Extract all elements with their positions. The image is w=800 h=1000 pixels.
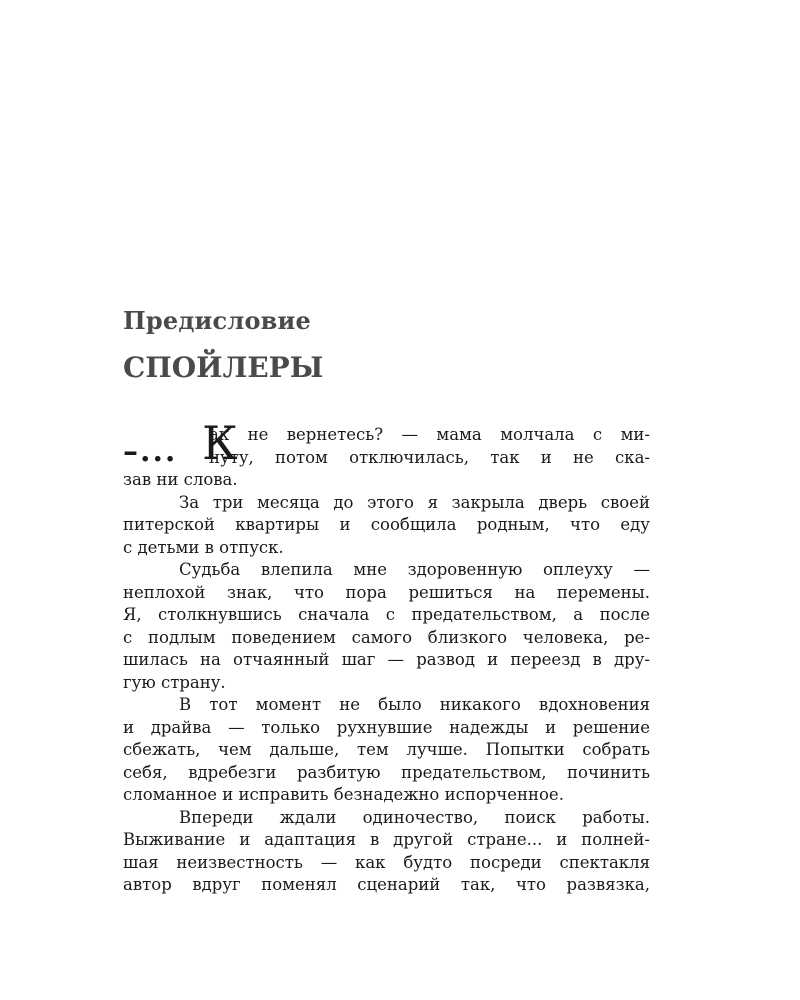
drop-cap (123, 416, 238, 470)
text-line: с детьми в отпуск. (123, 537, 284, 557)
text-line: Впереди ждали одиночество, поиск работы. (179, 807, 650, 827)
text-line: питерской квартиры и сообщила родным, что еду (123, 515, 650, 534)
text-line: зав ни слова. (123, 470, 238, 489)
text-line: ак не вернетесь? — мама молчала с ми- (209, 425, 650, 444)
text-line: гую страну. (123, 672, 226, 692)
section-label: Предисловие (123, 306, 312, 335)
book-page (123, 0, 650, 1000)
text-line: автор вдруг поменял сценарий так, что развязка, (123, 875, 650, 894)
paragraph-lines (123, 424, 650, 897)
text-line: и драйва — только рухнувшие надежды и решение (123, 717, 650, 737)
text-line: Выживание и адаптация в другой стране... и полней- (123, 830, 650, 849)
body-text (123, 416, 650, 897)
text-line: сбежать, чем дальше, тем лучше. Попытки собрать (123, 740, 650, 759)
text-line: Я, столкнувшись сначала с предательством, а после (123, 605, 650, 624)
text-line: сломанное и исправить безнадежно испорченное. (123, 785, 564, 804)
text-line: с подлым поведением самого близкого человека, ре- (123, 627, 650, 647)
text-line: нуту, потом отключилась, так и не ска- (209, 447, 650, 467)
text-line: неплохой знак, что пора решиться на перемены. (123, 582, 650, 602)
text-line: шая неизвестность — как будто посреди спектакля (123, 852, 650, 872)
chapter-title: СПОЙЛЕРЫ (123, 351, 324, 384)
drop-cap-letter: К (202, 416, 238, 470)
text-line: Судьба влепила мне здоровенную оплеуху — (179, 560, 650, 579)
drop-cap-lead: –... (123, 434, 178, 469)
text-line: шилась на отчаянный шаг — развод и переезд в дру- (123, 650, 650, 669)
text-line: себя, вдребезги разбитую предательством, починить (123, 762, 650, 782)
text-line: За три месяца до этого я закрыла дверь своей (179, 492, 650, 512)
text-line: В тот момент не было никакого вдохновения (179, 695, 650, 714)
